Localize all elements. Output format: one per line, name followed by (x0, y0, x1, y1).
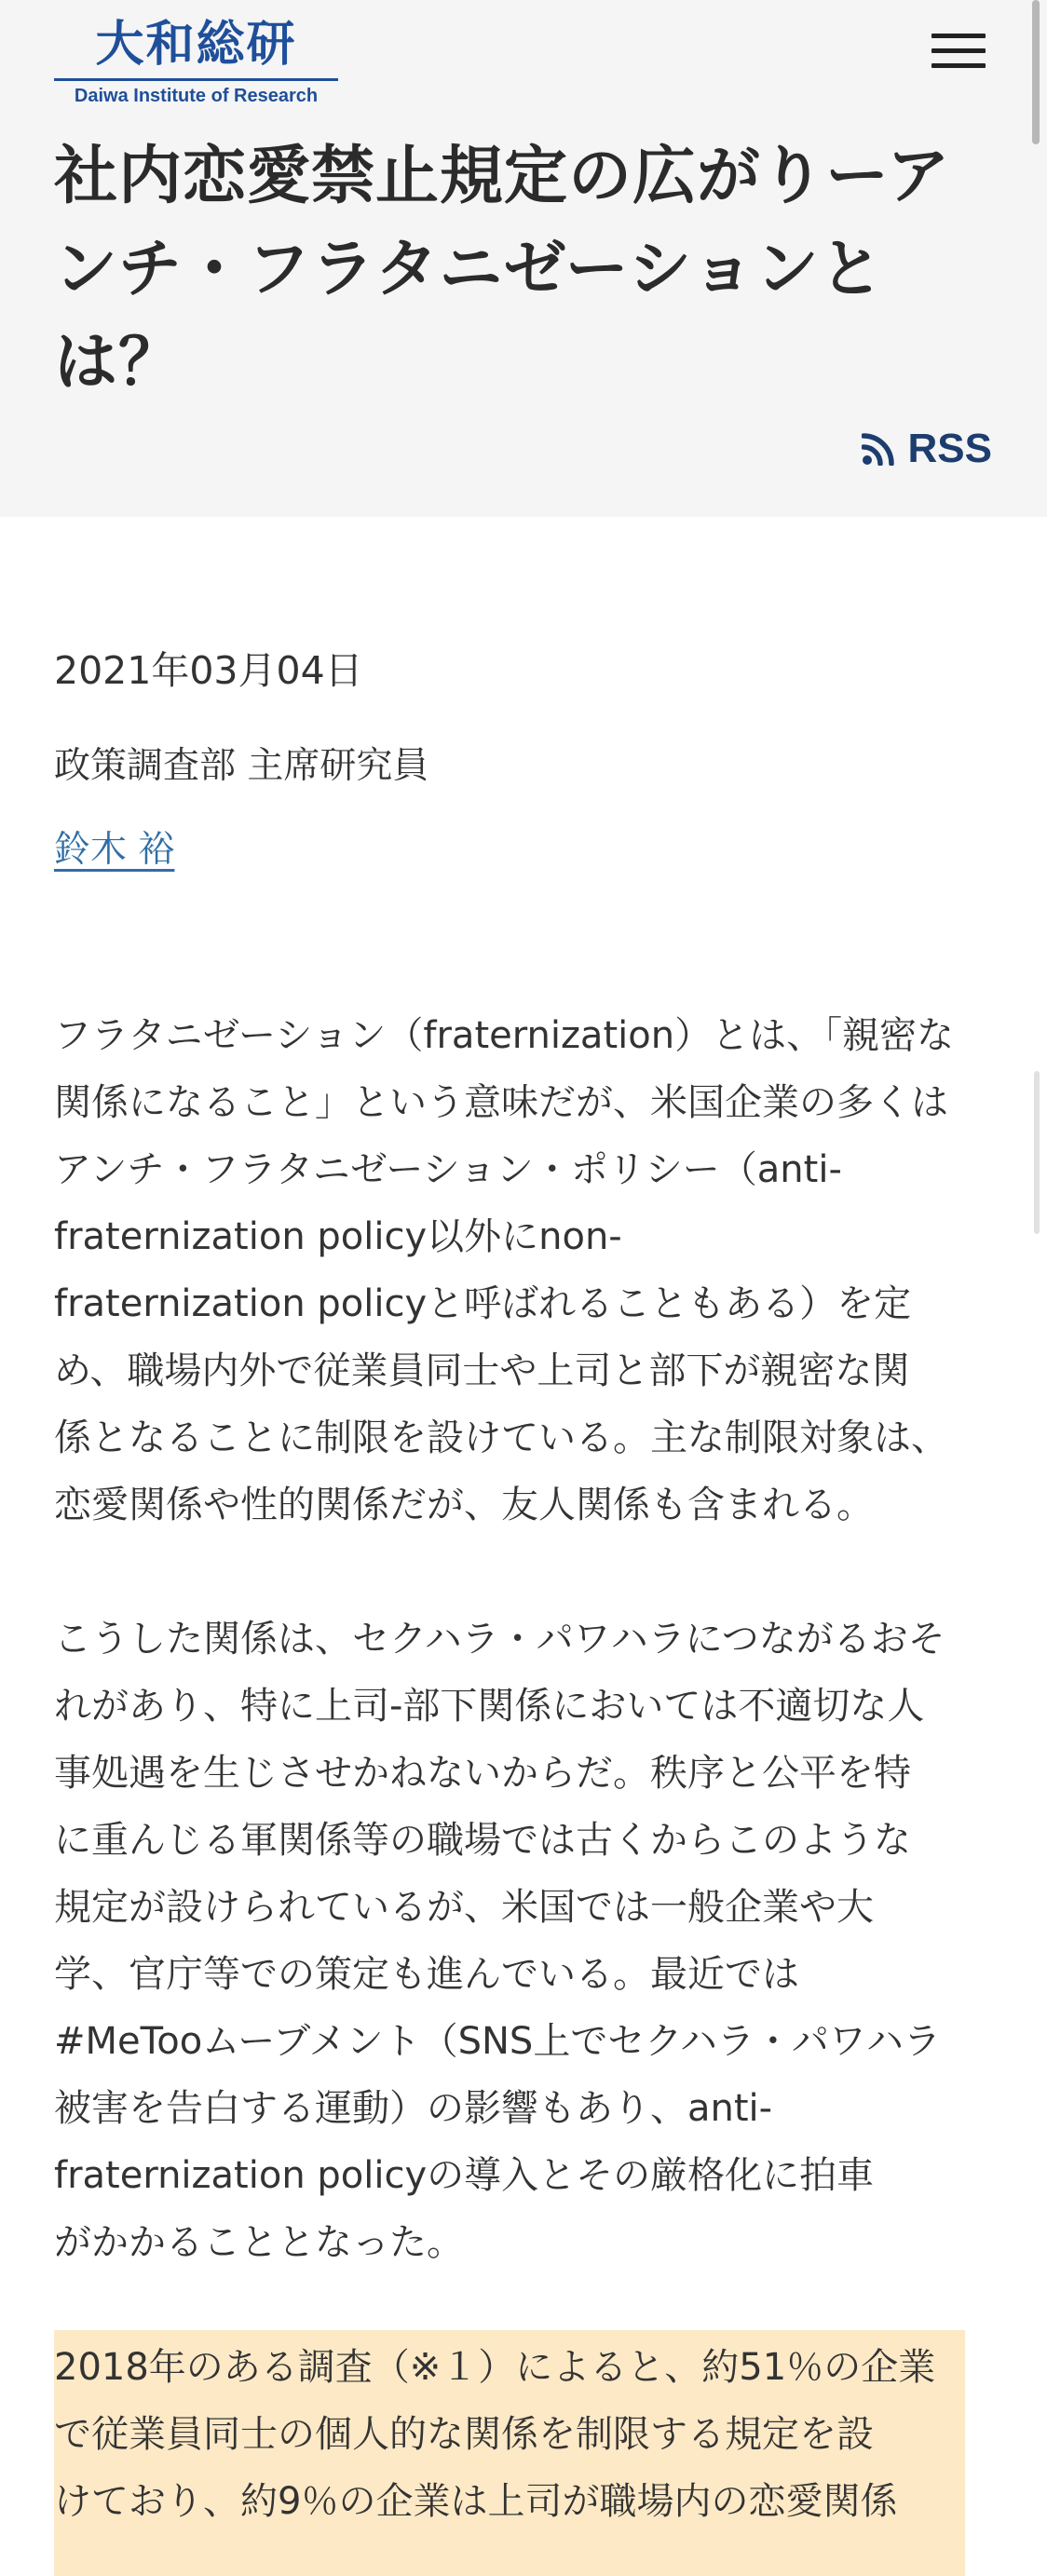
rss-feed-icon (862, 432, 895, 466)
article-paragraph: フラタニゼーション（fraternization）とは、「親密な 関係になること」という意味だが、米国企業の多くは アンチ・フラタニゼーション・ポリシー（anti- fraternization policy以外にnon- fraternization policyと呼ばれることもある）を定 め、職場内外で従業員同士や上司と部下が親密な関 係となることに制限を設けている。主な制限対象は、 恋愛関係や性的関係だが、友人関係も含まれる。 (54, 1014, 955, 1526)
logo-wordmark: 大和総研 (95, 16, 297, 73)
scrollbar-thumb[interactable] (1032, 0, 1040, 144)
logo-divider (54, 78, 338, 81)
publish-date: 2021年03月04日 (54, 648, 363, 693)
rss-link[interactable] (852, 421, 992, 477)
page-title: 社内恋愛禁止規定の広がりーアンチ・フラタニゼーションとは？ (54, 140, 951, 400)
article-paragraph: こうした関係は、セクハラ・パワハラにつながるおそ れがあり、特に上司-部下関係においては不適切な人 事処遇を生じさせかねないからだ。秩序と公平を特 に重んじる軍関係等の職場では古くからこのような 規定が設けられているが、米国では一般企業や大 学、官庁等での策定も進んでいる。最近では #MeTooムーブメント（SNS上でセクハラ・パワハラ 被害を告白する運動）の影響もあり、anti- fraternization policyの導入とその厳格化に拍車 がかかることとなった。 (54, 1618, 945, 2264)
logo-subtitle: Daiwa Institute of Research (74, 86, 319, 106)
highlighted-paragraph: 2018年のある調査（※１）によると、約51％の企業 で従業員同士の個人的な関係を制限する規定を設 けており、約9％の企業は上司が職場内の恋愛関係 (54, 2330, 965, 2576)
rss-label: RSS (907, 426, 992, 471)
menu-bar-line (931, 63, 986, 68)
site-logo[interactable] (54, 15, 338, 107)
menu-bar-line (931, 48, 986, 53)
scrollbar-track-indicator (1034, 1071, 1040, 1234)
site-header (0, 0, 1047, 517)
menu-bar-line (931, 34, 986, 38)
author-link[interactable]: 鈴木 裕 (54, 829, 175, 871)
author-department: 政策調査部 主席研究員 (54, 745, 429, 787)
hamburger-menu-icon[interactable] (931, 32, 986, 71)
